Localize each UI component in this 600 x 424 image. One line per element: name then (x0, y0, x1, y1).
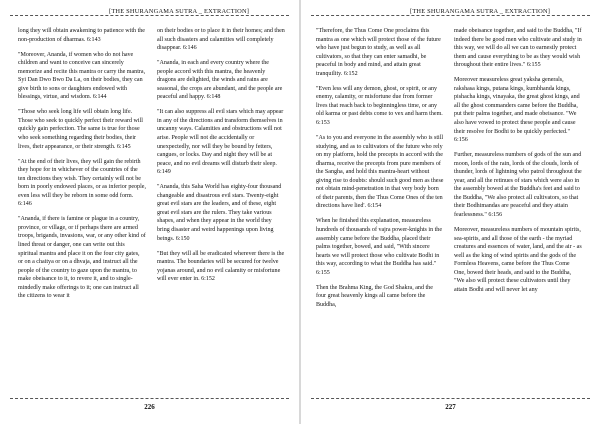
paragraph: Then the Brahma King, the God Shakra, and the four great heavenly kings all came before the Buddha, (316, 284, 433, 308)
paragraph: "Those who seek long life will obtain long life. Those who seek to quickly perfect their reward will quickly gain perfection. The same is true for those who seek something regarding their bodies, their lives, their appearance, or their strength. 6:145 (18, 109, 143, 150)
header-title: [THE SHURANGAMA SUTRA _ EXTRACTION] (407, 8, 553, 15)
paragraph: "Ananda, in each and every country where the people accord with this mantra, the heavenly dragons are delighted, the winds and rains are seasonal, the crops are abundant, and the people are peaceful and happy. 6:148 (157, 60, 283, 101)
paragraph: "But they will all be eradicated wherever there is the mantra. The boundaries will be secured for twelve yojanas around, and no evil calamity or misfortune will ever enter in. 6:152 (157, 250, 285, 283)
page-footer (10, 398, 289, 418)
page-number: 226 (144, 403, 155, 411)
paragraph: "It can also suppress all evil stars which may appear in any of the directions and transform themselves in uncanny ways. Calamities and obstructions will not arise. People will not die accidentally or unexpectedly, nor will they be bound by fetters, cangues, or locks. Day and night they will be at peace, and no evil dreams will disturb their sleep. 6:149 (157, 109, 284, 176)
paragraph: When he finished this explanation, measureless hundreds of thousands of vajra power-knights in the assembly came before the Buddha, placed their palms together, bowed, and said, "With sincere hearts we will protect those who cultivate Bodhi in this way, according to what the Buddha has said." 6:155 (316, 218, 442, 276)
text-column (316, 27, 444, 393)
paragraph: "Ananda, if there is famine or plague in a country, province, or village, or if perhaps there are armed troops, brigands, invasions, war, or any other kind of lined threat or danger, one can write out this spiritual mantra and place it on the four city gates, or on a chaitya or on a dhvaja, and instruct all the people of the country to gaze upon the mantra, to make obeisance to it, to revere it, and to single-mindedly make offerings to it; one can instruct all the citizens to wear it (18, 216, 146, 300)
text-column (157, 27, 285, 393)
header-title: [THE SHURANGAMA SUTRA _ EXTRACTION] (106, 8, 252, 15)
paragraph: Moreover, measureless numbers of mountain spirits, sea-spirits, and all those of the earth - the myriad creatures and essences of water, land, and the air - as well as the king of wind spirits and the gods of the Formless Heavens, came before the Thus Come One, bowed their heads, and said to the Buddha, "We also will protect these cultivators until they attain Bodhi and will never let any (454, 226, 582, 293)
page-header (311, 6, 590, 22)
paragraph: Further, measureless numbers of gods of the sun and moon, lords of the rain, lords of the clouds, lords of thunder, lords of lightning who patrol throughout the year, and all the retinues of stars which were also in the assembly bowed at the Buddha's feet and said to the Buddha, "We also protect all cultivators, so that their Bodhimandas are peaceful and they attain fearlessness." 6:156 (454, 152, 582, 218)
left-page (0, 0, 299, 424)
footer-rule (311, 398, 590, 399)
header-rule (311, 15, 590, 16)
paragraph: made obeisance together, and said to the Buddha, "If indeed there be good men who cultivate and study in this way, we will do all we can to earnestly protect them and cause everything to be as they would wish throughout their entire lives." 6:155 (454, 28, 582, 69)
page-header (10, 6, 289, 22)
right-page (301, 0, 600, 424)
paragraph: "Moreover, Ananda, if women who do not have children and want to conceive can sincerely memorize and recite this mantra or carry the mantra, Syi Dan Dwo Bwo Da La, on their bodies, they can give birth to sons or daughters endowed with blessings, virtue, and wisdom. 6:144 (18, 51, 146, 101)
paragraph: "Therefore, the Thus Come One proclaims this mantra as one which will protect those of the future who have just begun to study, as well as all cultivators, so that they can enter samadhi, be peaceful in body and mind, and attain great tranquility. 6:152 (316, 28, 441, 77)
paragraph: "At the end of their lives, they will gain the rebirth they hope for in whichever of the countries of the ten directions they wish. They certainly will not be born in poorly endowed places, or as inferior people, even less will they be reborn in some odd form. 6:146 (18, 158, 146, 208)
footer-rule (10, 398, 289, 399)
paragraph: on their bodies or to place it in their homes; and then all such disasters and calamities will completely disappear. 6:146 (157, 28, 285, 52)
paragraph: Moreover measureless great yaksha generals, rakshasa kings, putana kings, kumbhanda kings, pishacha kings, vinayaka, the great ghost kings, and all the ghost commanders came before the Buddha, put their palms together, and made obeisance. "We also have vowed to protect these people and cause their resolve for Bodhi to be quickly perfected." 6:156 (454, 77, 580, 144)
text-column (18, 27, 146, 393)
paragraph: "As to you and everyone in the assembly who is still studying, and as to cultivators of the future who rely on my platform, hold the precepts in accord with the dharma, receive the precepts from pure members of the Sangha, and hold this mantra-heart without giving rise to doubts: should such good men as these not obtain mind-penetration in that very body born of their parents, then the Thus Come Ones of the ten directions have lied'. 6:154 (316, 135, 444, 210)
paragraph: long they will obtain awakening to patience with the non-production of dharmas. 6:143 (18, 28, 145, 43)
page-footer (311, 398, 590, 418)
header-rule (10, 15, 289, 16)
paragraph: "Ananda, this Saha World has eighty-four thousand changeable and disastrous evil stars. Twenty-eight great evil stars are the leaders, and of these, eight great evil stars are the rulers. They take various shapes, and when they appear in the world they bring disaster and weird happenings upon living beings. 6:150 (157, 184, 282, 242)
paragraph: "Even less will any demon, ghost, or spirit, or any enemy, calamity, or misfortune due from former lives that reach back to beginningless time, or any old karma or past debts come to vex and harm them. 6:153 (316, 85, 443, 126)
page-number: 227 (445, 403, 456, 411)
text-column (454, 27, 582, 393)
